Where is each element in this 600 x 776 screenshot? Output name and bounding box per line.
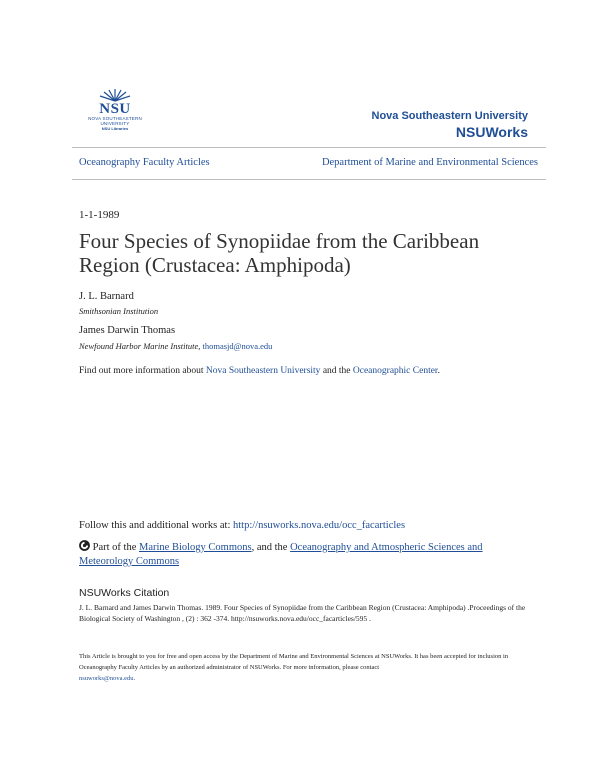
find-out-middle: and the [322,366,351,376]
contact-email-link[interactable]: nsuworks@nova.edu [79,675,134,682]
network-commons-icon [79,540,90,551]
follow-line [79,520,405,531]
citation-text: J. L. Barnard and James Darwin Thomas. 1989. Four Species of Synopiidae from the Caribbean Region (Crustacea: Amphipoda) .Proceedings of the Biological Society of Washington , (2) : 362 -374. http://nsuworks.nova.edu/occ_facarticles/595 . [79,603,526,623]
part-of-line [79,540,519,569]
article-title: Four Species of Synopiidae from the Caribbean Region (Crustacea: Amphipoda) [79,229,480,277]
author-email-link[interactable]: thomasjd@nova.edu [202,341,273,351]
department-link[interactable]: Department of Marine and Environmental Sciences [321,157,538,168]
logo-letters: NSU [99,101,131,117]
access-notice-suffix: . [133,675,136,682]
nsu-logo[interactable] [84,88,146,131]
part-of-middle: , and the [251,542,288,553]
sunburst-icon [95,88,135,102]
access-notice [79,651,529,684]
find-out-suffix: . [437,366,440,376]
repository-name[interactable]: NSUWorks [455,124,528,140]
repository-header [372,110,529,140]
nav-divider [72,179,546,180]
find-out-prefix: Find out more information about [79,366,204,376]
publication-date: 1-1-1989 [79,209,120,221]
collection-url-link[interactable]: http://nsuworks.nova.edu/occ_facarticles [233,520,406,531]
author-name: James Darwin Thomas [79,325,176,336]
part-of-prefix: Part of the [92,542,137,553]
author-affiliation: Smithsonian Institution [79,306,159,316]
citation-heading: NSUWorks Citation [79,587,170,599]
marine-biology-commons-link[interactable]: Marine Biology Commons [139,542,252,553]
logo-line2: UNIVERSITY [100,121,130,126]
find-out-more [79,366,440,376]
collection-link[interactable]: Oceanography Faculty Articles [79,157,210,168]
logo-line1: NOVA SOUTHEASTERN [88,116,142,121]
nsu-link[interactable]: Nova Southeastern University [205,366,321,376]
author-affiliation-line [79,341,272,351]
access-notice-text: This Article is brought to you for free and open access by the Department of Marine and Environmental Sciences at NSUWorks. It has been accepted for inclusion in Oceanography Faculty Articles by an authorized administrator of NSUWorks. For more information, please contact [79,653,509,671]
author-name: J. L. Barnard [79,291,134,302]
oceanographic-center-link[interactable]: Oceanographic Center [352,366,438,376]
logo-line3: NSU Libraries [101,126,129,131]
top-divider [72,147,546,148]
follow-prefix: Follow this and additional works at: [79,520,231,531]
university-name[interactable]: Nova Southeastern University [371,110,528,122]
oceanography-commons-link[interactable]: Oceanography and Atmospheric Sciences and Meteorology Commons [79,542,483,567]
author-affiliation: Newfound Harbor Marine Institute, [79,341,201,351]
